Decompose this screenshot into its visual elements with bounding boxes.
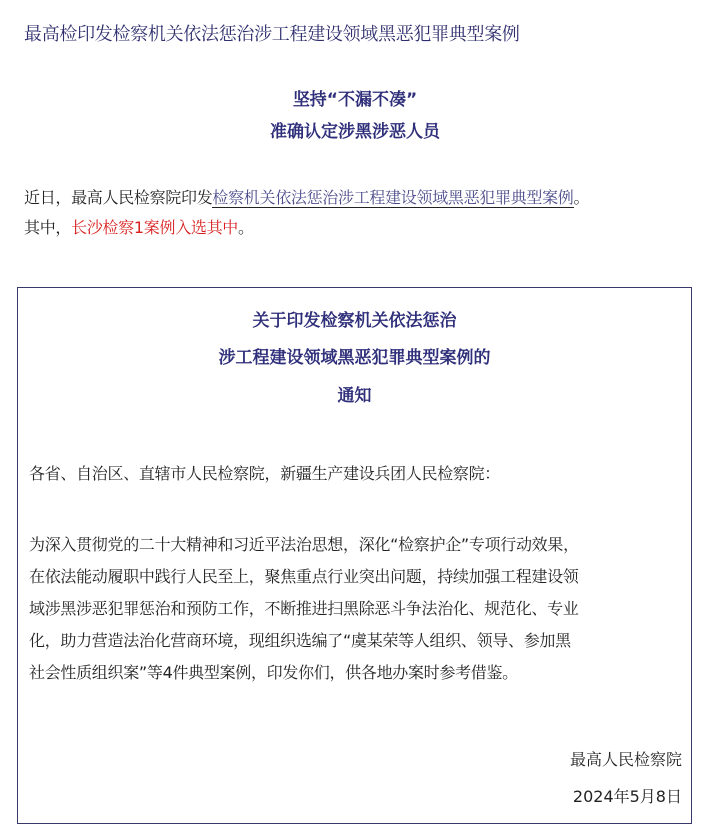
body-line: 在依法能动履职中践行人民至上，聚焦重点行业突出问题，持续加强工程建设领 [29, 567, 579, 586]
notice-body [29, 529, 681, 689]
intro-text: 其中， [24, 218, 72, 237]
notice-salutation: 各省、自治区、直辖市人民检察院，新疆生产建设兵团人民检察院： [29, 464, 501, 483]
cases-link[interactable]: 检察机关依法惩治涉工程建设领域黑恶犯罪典型案例 [212, 188, 574, 207]
notice-heading-line-2: 涉工程建设领域黑恶犯罪典型案例的 [218, 348, 491, 368]
intro-line-1 [24, 183, 694, 213]
notice-heading-line-1: 关于印发检察机关依法惩治 [252, 311, 457, 331]
subheading-2: 准确认定涉黑涉恶人员 [270, 122, 440, 142]
signature-org: 最高人民检察院 [569, 750, 682, 769]
signature-date: 2024年5月8日 [572, 787, 682, 806]
body-line: 为深入贯彻党的二十大精神和习近平法治思想，深化“检察护企”专项行动效果， [29, 535, 579, 554]
notice-box [17, 287, 692, 824]
intro-punct: 。 [238, 218, 254, 237]
notice-heading-line-3: 通知 [337, 386, 372, 406]
intro-line-2 [24, 213, 694, 243]
subheading-1: 坚持“不漏不凑” [292, 90, 418, 110]
highlight-text: 长沙检察1案例入选其中 [71, 218, 238, 237]
body-line: 化，助力营造法治化营商环境，现组织选编了“虞某荣等人组织、领导、参加黑 [29, 631, 571, 650]
body-line: 域涉黑涉恶犯罪惩治和预防工作，不断推进扫黑除恶斗争法治化、规范化、专业 [29, 599, 579, 618]
body-line: 社会性质组织案”等4件典型案例，印发你们，供各地办案时参考借鉴。 [29, 663, 518, 682]
intro-punct: 。 [573, 188, 590, 207]
intro-text: 近日，最高人民检察院印发 [24, 188, 213, 207]
article-title: 最高检印发检察机关依法惩治涉工程建设领域黑恶犯罪典型案例 [24, 24, 520, 45]
